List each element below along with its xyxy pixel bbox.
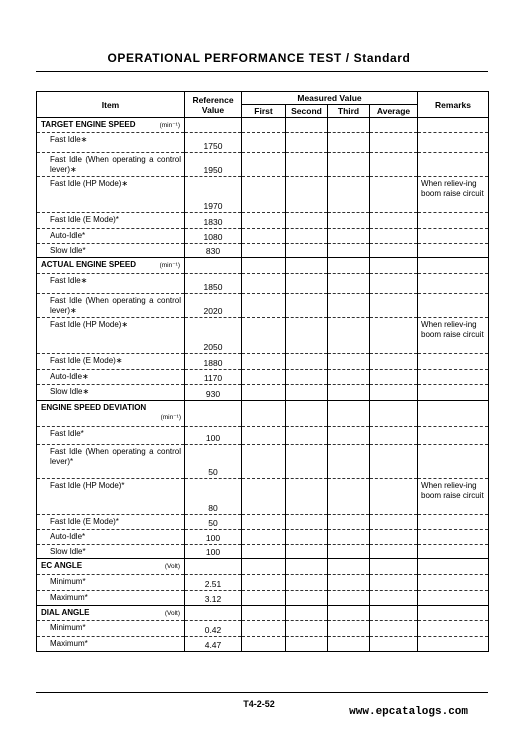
remarks-cell bbox=[418, 427, 489, 445]
empty-cell bbox=[185, 606, 242, 621]
empty-cell bbox=[370, 118, 418, 133]
measured-first-cell[interactable] bbox=[242, 370, 286, 385]
measured-third-cell[interactable] bbox=[328, 545, 370, 559]
empty-cell bbox=[418, 401, 489, 427]
measured-average-cell[interactable] bbox=[370, 515, 418, 530]
reference-value-cell: 1970 bbox=[185, 177, 242, 213]
remarks-cell bbox=[418, 591, 489, 606]
measured-third-cell[interactable] bbox=[328, 385, 370, 401]
table-row bbox=[37, 294, 489, 318]
remarks-header: Remarks bbox=[418, 92, 489, 118]
measured-third-cell[interactable] bbox=[328, 530, 370, 545]
item-cell: Auto-Idle* bbox=[37, 530, 185, 545]
measured-third-cell[interactable] bbox=[328, 591, 370, 606]
measured-average-cell[interactable] bbox=[370, 545, 418, 559]
measured-first-cell[interactable] bbox=[242, 213, 286, 229]
measured-first-cell[interactable] bbox=[242, 153, 286, 177]
remarks-cell bbox=[418, 274, 489, 294]
measured-third-cell[interactable] bbox=[328, 318, 370, 354]
measured-first-cell[interactable] bbox=[242, 637, 286, 652]
reference-value-cell: 1080 bbox=[185, 229, 242, 244]
empty-cell bbox=[185, 559, 242, 575]
measured-second-cell[interactable] bbox=[286, 445, 328, 479]
measured-first-cell[interactable] bbox=[242, 445, 286, 479]
empty-cell bbox=[286, 606, 328, 621]
empty-cell bbox=[328, 258, 370, 274]
empty-cell bbox=[418, 559, 489, 575]
reference-value-cell: 80 bbox=[185, 479, 242, 515]
section-header-row bbox=[37, 258, 489, 274]
measured-average-cell[interactable] bbox=[370, 229, 418, 244]
measured-third-cell[interactable] bbox=[328, 274, 370, 294]
table-row bbox=[37, 177, 489, 213]
measured-first-cell[interactable] bbox=[242, 318, 286, 354]
measured-third-cell[interactable] bbox=[328, 515, 370, 530]
section-title bbox=[37, 606, 185, 621]
section-unit: (min⁻¹) bbox=[159, 122, 180, 129]
section-header-row bbox=[37, 559, 489, 575]
section-title-text: DIAL ANGLE bbox=[41, 608, 90, 617]
measured-third-cell[interactable] bbox=[328, 153, 370, 177]
section-header-row bbox=[37, 118, 489, 133]
measured-third-cell[interactable] bbox=[328, 354, 370, 370]
remarks-cell bbox=[418, 385, 489, 401]
empty-cell bbox=[328, 401, 370, 427]
section-unit: (min⁻¹) bbox=[159, 262, 180, 269]
measured-second-cell[interactable] bbox=[286, 385, 328, 401]
remarks-cell bbox=[418, 229, 489, 244]
section-title bbox=[37, 118, 185, 133]
measured-second-cell[interactable] bbox=[286, 575, 328, 591]
measured-average-cell[interactable] bbox=[370, 575, 418, 591]
reference-value-cell: 2050 bbox=[185, 318, 242, 354]
table-row bbox=[37, 370, 489, 385]
remarks-cell bbox=[418, 530, 489, 545]
reference-header-line2: Value bbox=[201, 104, 225, 115]
remarks-cell: When reliev-ing boom raise circuit bbox=[418, 177, 489, 213]
measured-second-cell[interactable] bbox=[286, 591, 328, 606]
remarks-cell bbox=[418, 515, 489, 530]
measured-third-cell[interactable] bbox=[328, 213, 370, 229]
table-row bbox=[37, 575, 489, 591]
item-cell: Fast Idle (E Mode)* bbox=[37, 213, 185, 229]
measured-first-cell[interactable] bbox=[242, 177, 286, 213]
third-header: Third bbox=[328, 105, 370, 118]
measured-second-cell[interactable] bbox=[286, 370, 328, 385]
reference-value-cell: 1880 bbox=[185, 354, 242, 370]
table-row bbox=[37, 515, 489, 530]
table-row bbox=[37, 545, 489, 559]
empty-cell bbox=[328, 118, 370, 133]
measured-third-cell[interactable] bbox=[328, 370, 370, 385]
remarks-cell bbox=[418, 445, 489, 479]
item-header: Item bbox=[37, 92, 185, 118]
item-cell: Minimum* bbox=[37, 575, 185, 591]
section-header-row bbox=[37, 606, 489, 621]
section-title-text: ACTUAL ENGINE SPEED bbox=[41, 260, 136, 269]
empty-cell bbox=[286, 401, 328, 427]
measured-third-cell[interactable] bbox=[328, 575, 370, 591]
empty-cell bbox=[286, 258, 328, 274]
empty-cell bbox=[328, 559, 370, 575]
measured-first-cell[interactable] bbox=[242, 294, 286, 318]
measured-second-cell[interactable] bbox=[286, 479, 328, 515]
measured-second-cell[interactable] bbox=[286, 637, 328, 652]
empty-cell bbox=[286, 118, 328, 133]
reference-value-cell: 100 bbox=[185, 427, 242, 445]
remarks-cell bbox=[418, 213, 489, 229]
performance-table bbox=[36, 91, 489, 652]
measured-average-cell[interactable] bbox=[370, 318, 418, 354]
measured-first-cell[interactable] bbox=[242, 479, 286, 515]
remarks-cell bbox=[418, 637, 489, 652]
item-cell: Auto-Idle∗ bbox=[37, 370, 185, 385]
empty-cell bbox=[286, 559, 328, 575]
empty-cell bbox=[242, 258, 286, 274]
item-cell: Slow Idle* bbox=[37, 545, 185, 559]
measured-second-cell[interactable] bbox=[286, 515, 328, 530]
reference-header-line1: Reference bbox=[192, 94, 234, 105]
measured-third-cell[interactable] bbox=[328, 427, 370, 445]
measured-average-cell[interactable] bbox=[370, 427, 418, 445]
item-cell: Fast Idle (When operating a control lever)∗ bbox=[37, 294, 185, 318]
measured-second-cell[interactable] bbox=[286, 530, 328, 545]
measured-first-cell[interactable] bbox=[242, 385, 286, 401]
table-row bbox=[37, 213, 489, 229]
reference-value-cell: 3.12 bbox=[185, 591, 242, 606]
first-header: First bbox=[242, 105, 286, 118]
measured-third-cell[interactable] bbox=[328, 294, 370, 318]
reference-value-cell: 0.42 bbox=[185, 621, 242, 637]
item-cell: Fast Idle (When operating a control lever)* bbox=[37, 445, 185, 479]
item-cell: Fast Idle (HP Mode)∗ bbox=[37, 318, 185, 354]
measured-first-cell[interactable] bbox=[242, 229, 286, 244]
table-row bbox=[37, 354, 489, 370]
footer-rule bbox=[36, 692, 488, 693]
measured-first-cell[interactable] bbox=[242, 354, 286, 370]
reference-value-cell: 50 bbox=[185, 445, 242, 479]
remarks-cell bbox=[418, 545, 489, 559]
section-header-row bbox=[37, 401, 489, 427]
remarks-cell bbox=[418, 575, 489, 591]
item-cell: Maximum* bbox=[37, 591, 185, 606]
table-row bbox=[37, 445, 489, 479]
empty-cell bbox=[370, 559, 418, 575]
table-body bbox=[37, 118, 489, 652]
reference-header bbox=[185, 92, 242, 118]
section-unit: (min⁻¹) bbox=[160, 414, 181, 421]
item-cell: Fast Idle (When operating a control lever)∗ bbox=[37, 153, 185, 177]
table-row bbox=[37, 153, 489, 177]
measured-average-cell[interactable] bbox=[370, 274, 418, 294]
empty-cell bbox=[185, 258, 242, 274]
table-row bbox=[37, 274, 489, 294]
section-title bbox=[37, 559, 185, 575]
empty-cell bbox=[370, 606, 418, 621]
item-cell: Minimum* bbox=[37, 621, 185, 637]
remarks-cell bbox=[418, 153, 489, 177]
remarks-cell: When reliev-ing boom raise circuit bbox=[418, 479, 489, 515]
empty-cell bbox=[328, 606, 370, 621]
measured-first-cell[interactable] bbox=[242, 244, 286, 258]
measured-average-cell[interactable] bbox=[370, 177, 418, 213]
empty-cell bbox=[185, 401, 242, 427]
empty-cell bbox=[185, 118, 242, 133]
measured-first-cell[interactable] bbox=[242, 545, 286, 559]
item-cell: Slow Idle∗ bbox=[37, 385, 185, 401]
table-row bbox=[37, 591, 489, 606]
measured-header: Measured Value bbox=[242, 92, 418, 105]
page-number: T4-2-52 bbox=[243, 699, 275, 709]
measured-average-cell[interactable] bbox=[370, 530, 418, 545]
empty-cell bbox=[242, 606, 286, 621]
measured-second-cell[interactable] bbox=[286, 229, 328, 244]
measured-first-cell[interactable] bbox=[242, 515, 286, 530]
section-unit: (Volt) bbox=[164, 610, 180, 617]
measured-average-cell[interactable] bbox=[370, 445, 418, 479]
measured-second-cell[interactable] bbox=[286, 153, 328, 177]
measured-average-cell[interactable] bbox=[370, 213, 418, 229]
measured-second-cell[interactable] bbox=[286, 354, 328, 370]
item-cell: Fast Idle (HP Mode)* bbox=[37, 479, 185, 515]
measured-second-cell[interactable] bbox=[286, 621, 328, 637]
table-row bbox=[37, 530, 489, 545]
reference-value-cell: 1830 bbox=[185, 213, 242, 229]
measured-third-cell[interactable] bbox=[328, 177, 370, 213]
measured-second-cell[interactable] bbox=[286, 274, 328, 294]
table-row bbox=[37, 427, 489, 445]
empty-cell bbox=[242, 118, 286, 133]
remarks-cell: When reliev-ing boom raise circuit bbox=[418, 318, 489, 354]
measured-first-cell[interactable] bbox=[242, 575, 286, 591]
table-row bbox=[37, 318, 489, 354]
measured-third-cell[interactable] bbox=[328, 229, 370, 244]
item-cell: Fast Idle (E Mode)∗ bbox=[37, 354, 185, 370]
table-row bbox=[37, 244, 489, 258]
measured-third-cell[interactable] bbox=[328, 445, 370, 479]
second-header: Second bbox=[286, 105, 328, 118]
reference-value-cell: 1850 bbox=[185, 274, 242, 294]
reference-value-cell: 4.47 bbox=[185, 637, 242, 652]
measured-average-cell[interactable] bbox=[370, 591, 418, 606]
measured-third-cell[interactable] bbox=[328, 133, 370, 153]
measured-average-cell[interactable] bbox=[370, 133, 418, 153]
item-cell: Fast Idle* bbox=[37, 427, 185, 445]
section-title-text: ENGINE SPEED DEVIATION bbox=[41, 403, 147, 412]
empty-cell bbox=[418, 258, 489, 274]
section-unit: (Volt) bbox=[164, 563, 180, 570]
empty-cell bbox=[418, 118, 489, 133]
remarks-cell bbox=[418, 294, 489, 318]
table-row bbox=[37, 133, 489, 153]
measured-second-cell[interactable] bbox=[286, 545, 328, 559]
measured-second-cell[interactable] bbox=[286, 294, 328, 318]
reference-value-cell: 50 bbox=[185, 515, 242, 530]
reference-value-cell: 100 bbox=[185, 530, 242, 545]
table-row bbox=[37, 479, 489, 515]
table-row bbox=[37, 229, 489, 244]
section-title-text: TARGET ENGINE SPEED bbox=[41, 120, 136, 129]
reference-value-cell: 1950 bbox=[185, 153, 242, 177]
reference-value-cell: 930 bbox=[185, 385, 242, 401]
measured-average-cell[interactable] bbox=[370, 621, 418, 637]
item-cell: Fast Idle (HP Mode)∗ bbox=[37, 177, 185, 213]
reference-value-cell: 2020 bbox=[185, 294, 242, 318]
measured-average-cell[interactable] bbox=[370, 385, 418, 401]
reference-value-cell: 1170 bbox=[185, 370, 242, 385]
item-cell: Auto-Idle* bbox=[37, 229, 185, 244]
measured-average-cell[interactable] bbox=[370, 153, 418, 177]
section-title bbox=[37, 258, 185, 274]
remarks-cell bbox=[418, 354, 489, 370]
measured-second-cell[interactable] bbox=[286, 427, 328, 445]
table-row bbox=[37, 621, 489, 637]
remarks-cell bbox=[418, 133, 489, 153]
measured-second-cell[interactable] bbox=[286, 133, 328, 153]
item-cell: Slow Idle* bbox=[37, 244, 185, 258]
section-title-text: EC ANGLE bbox=[41, 561, 83, 570]
measured-third-cell[interactable] bbox=[328, 621, 370, 637]
average-header: Average bbox=[370, 105, 418, 118]
empty-cell bbox=[242, 559, 286, 575]
remarks-cell bbox=[418, 621, 489, 637]
measured-first-cell[interactable] bbox=[242, 133, 286, 153]
empty-cell bbox=[242, 401, 286, 427]
reference-value-cell: 100 bbox=[185, 545, 242, 559]
reference-value-cell: 830 bbox=[185, 244, 242, 258]
empty-cell bbox=[370, 258, 418, 274]
measured-average-cell[interactable] bbox=[370, 294, 418, 318]
item-cell: Fast Idle∗ bbox=[37, 133, 185, 153]
title-rule bbox=[36, 71, 488, 72]
measured-average-cell[interactable] bbox=[370, 370, 418, 385]
measured-third-cell[interactable] bbox=[328, 479, 370, 515]
measured-average-cell[interactable] bbox=[370, 479, 418, 515]
table-row bbox=[37, 385, 489, 401]
remarks-cell bbox=[418, 370, 489, 385]
measured-second-cell[interactable] bbox=[286, 213, 328, 229]
measured-average-cell[interactable] bbox=[370, 637, 418, 652]
page-title: OPERATIONAL PERFORMANCE TEST / Standard bbox=[107, 51, 411, 65]
measured-second-cell[interactable] bbox=[286, 318, 328, 354]
watermark: www.epcatalogs.com bbox=[349, 706, 468, 718]
measured-third-cell[interactable] bbox=[328, 637, 370, 652]
measured-first-cell[interactable] bbox=[242, 621, 286, 637]
section-title bbox=[37, 401, 185, 427]
measured-average-cell[interactable] bbox=[370, 354, 418, 370]
measured-third-cell[interactable] bbox=[328, 244, 370, 258]
empty-cell bbox=[418, 606, 489, 621]
measured-first-cell[interactable] bbox=[242, 427, 286, 445]
item-cell: Maximum* bbox=[37, 637, 185, 652]
measured-first-cell[interactable] bbox=[242, 591, 286, 606]
empty-cell bbox=[370, 401, 418, 427]
measured-second-cell[interactable] bbox=[286, 244, 328, 258]
item-cell: Fast Idle (E Mode)* bbox=[37, 515, 185, 530]
table-row bbox=[37, 637, 489, 652]
reference-value-cell: 1750 bbox=[185, 133, 242, 153]
measured-average-cell[interactable] bbox=[370, 244, 418, 258]
remarks-cell bbox=[418, 244, 489, 258]
measured-first-cell[interactable] bbox=[242, 530, 286, 545]
reference-value-cell: 2.51 bbox=[185, 575, 242, 591]
measured-second-cell[interactable] bbox=[286, 177, 328, 213]
item-cell: Fast Idle∗ bbox=[37, 274, 185, 294]
measured-first-cell[interactable] bbox=[242, 274, 286, 294]
